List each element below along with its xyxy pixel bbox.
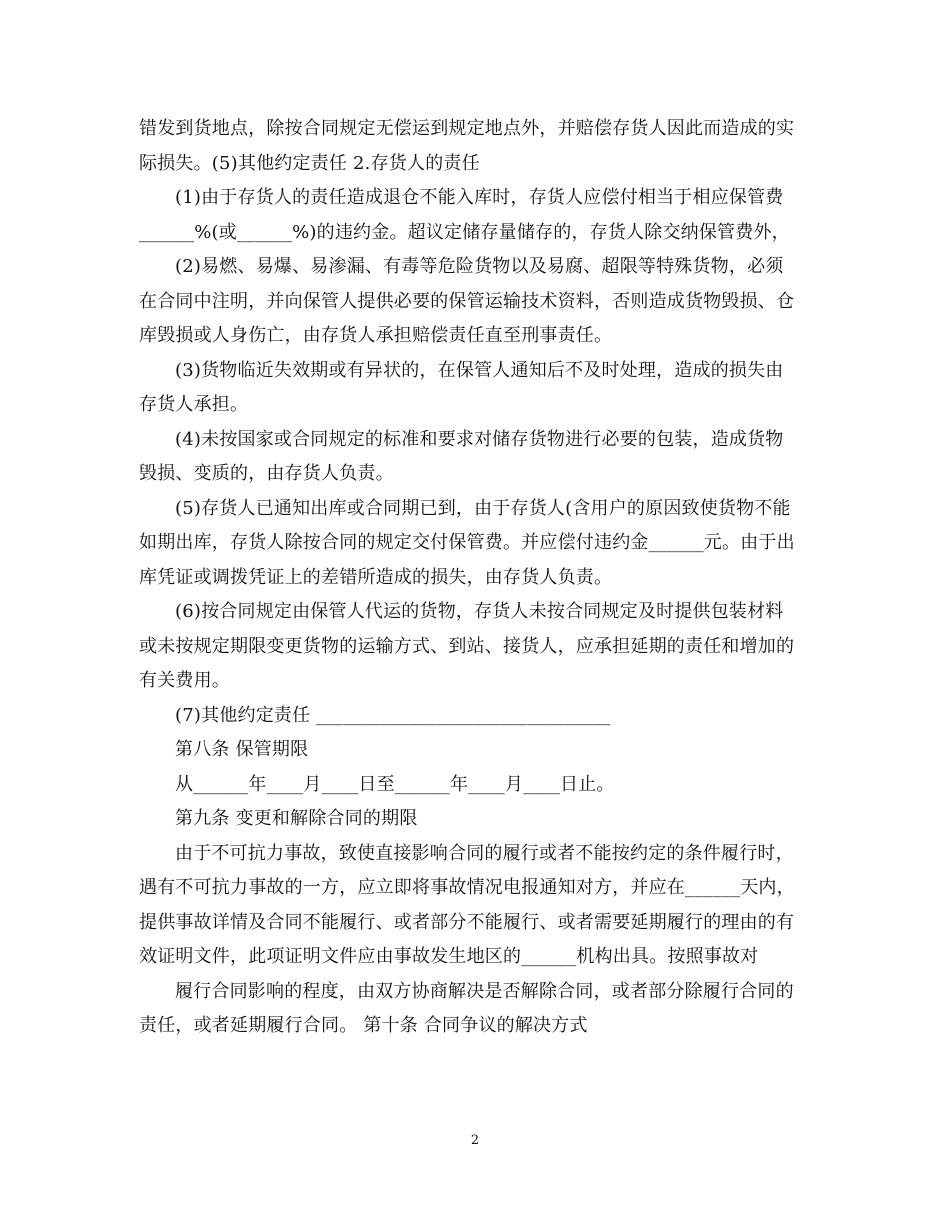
body-line: 存货人承担。 xyxy=(139,394,249,415)
body-line: 或未按规定期限变更货物的运输方式、到站、接货人，应承担延期的责任和增加的 xyxy=(139,635,795,657)
body-line: 提供事故详情及合同不能履行、或者部分不能履行、或者需要延期履行的理由的有 xyxy=(139,911,795,933)
body-line: (6)按合同规定由保管人代运的货物，存货人未按合同规定及时提供包装材料 xyxy=(175,601,784,622)
body-line: 在合同中注明，并向保管人提供必要的保管运输技术资料，否则造成货物毁损、仓 xyxy=(139,290,795,312)
body-line: (5)存货人已通知出库或合同期已到，由于存货人(含用户的原因致使货物不能 xyxy=(175,497,791,519)
body-line: 有关费用。 xyxy=(139,670,230,691)
section-heading: 第八条 保管期限 xyxy=(175,739,309,760)
section-heading: 第九条 变更和解除合同的期限 xyxy=(175,808,418,829)
body-line: 效证明文件，此项证明文件应由事故发生地区的______机构出具。按照事故对 xyxy=(139,946,759,967)
body-line: (7)其他约定责任 ________________________________ xyxy=(175,704,611,726)
body-line: 际损失。(5)其他约定责任 2.存货人的责任 xyxy=(139,152,480,174)
body-line: 从______年____月____日至______年____月____日止。 xyxy=(175,773,615,795)
body-line: (4)未按国家或合同规定的标准和要求对储存货物进行必要的包装，造成货物 xyxy=(175,428,784,450)
body-line: (3)货物临近失效期或有异状的，在保管人通知后不及时处理，造成的损失由 xyxy=(175,359,784,381)
page-number: 2 xyxy=(470,1133,480,1148)
body-line: (2)易燃、易爆、易渗漏、有毒等危险货物以及易腐、超限等特殊货物，必须 xyxy=(175,256,784,277)
body-line: 库毁损或人身伤亡，由存货人承担赔偿责任直至刑事责任。 xyxy=(139,325,613,346)
body-line: 遇有不可抗力事故的一方，应立即将事故情况电报通知对方，并应在______天内， xyxy=(139,877,795,898)
body-line: 由于不可抗力事故，致使直接影响合同的履行或者不能按约定的条件履行时， xyxy=(175,842,794,864)
body-line: (1)由于存货人的责任造成退仓不能入库时，存货人应偿付相当于相应保管费 xyxy=(175,187,784,208)
body-line: 毁损、变质的，由存货人负责。 xyxy=(139,463,394,484)
body-line: 错发到货地点，除按合同规定无偿运到规定地点外，并赔偿存货人因此而造成的实 xyxy=(139,118,795,139)
body-line: 如期出库，存货人除按合同的规定交付保管费。并应偿付违约金______元。由于出 xyxy=(139,532,795,553)
document-body xyxy=(139,112,811,1044)
body-line: ______%(或______%)的违约金。超议定储存量储存的，存货人除交纳保管费外， xyxy=(139,221,790,243)
body-line: 库凭证或调拨凭证上的差错所造成的损失，由存货人负责。 xyxy=(139,566,613,588)
body-line: 责任，或者延期履行合同。 第十条 合同争议的解决方式 xyxy=(139,1015,588,1036)
body-line: 履行合同影响的程度，由双方协商解决是否解除合同，或者部分除履行合同的 xyxy=(175,980,794,1002)
